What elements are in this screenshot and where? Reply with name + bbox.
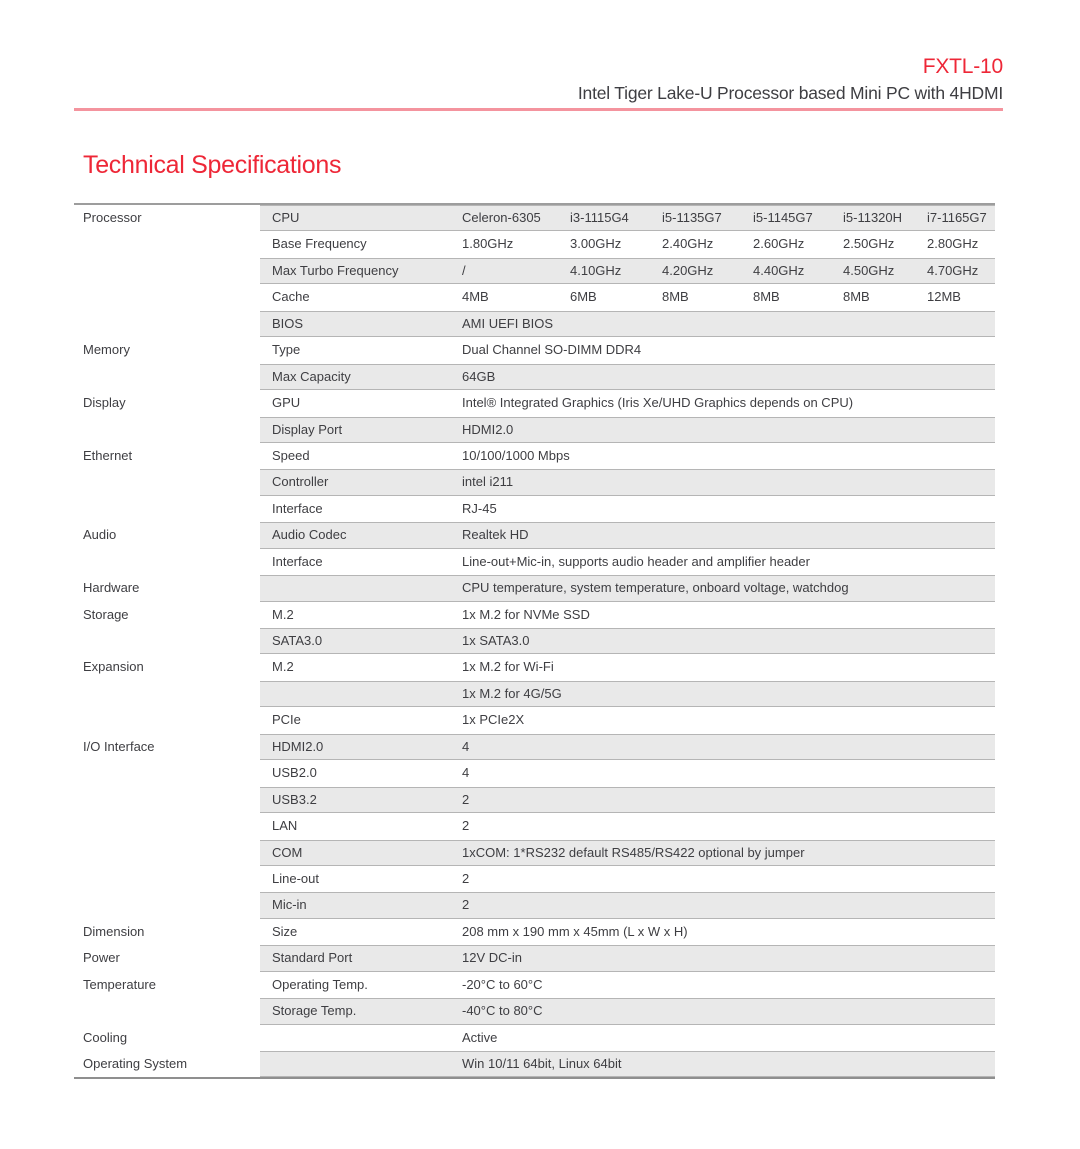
row-category [74,998,260,1024]
row-category [74,628,260,654]
row-category [74,364,260,390]
row-label: Max Turbo Frequency [272,262,399,278]
row-value: Dual Channel SO-DIMM DDR4 [462,342,642,358]
row-label: Mic-in [272,897,307,913]
row-values [260,311,995,337]
row-value: Celeron-6305 [462,210,541,225]
row-value: Win 10/11 64bit, Linux 64bit [462,1056,622,1071]
spec-table [74,203,995,1079]
table-row [74,417,995,443]
table-row [74,628,995,654]
table-row [74,522,995,548]
row-category [74,681,260,707]
row-label: Interface [272,500,323,516]
row-label: USB3.2 [272,791,317,807]
doc-header [74,54,1003,111]
row-category [74,787,260,813]
row-category [74,866,260,892]
row-category: Temperature [83,976,156,992]
row-values [260,654,995,680]
row-value: 4 [462,738,470,754]
row-label: Size [272,923,298,939]
row-value: 2.50GHz [843,236,895,252]
row-value: Active [462,1029,498,1045]
row-values [260,866,995,892]
row-value: i5-11320H [843,210,903,225]
table-row [74,998,995,1024]
table-row [74,205,995,231]
row-category: Power [83,950,120,966]
row-label: Controller [272,474,329,490]
row-label: Standard Port [272,950,353,966]
row-values [260,919,995,945]
row-value: 4.20GHz [662,262,714,278]
row-value: 8MB [843,289,870,305]
row-label: Interface [272,553,323,569]
row-values [260,549,995,575]
table-row [74,496,995,522]
table-row [74,311,995,337]
row-label: Line-out [272,870,319,886]
row-value: i5-1135G7 [662,210,722,225]
row-label: LAN [272,818,298,834]
row-label: COM [272,844,303,860]
row-category [74,469,260,495]
table-row [74,813,995,839]
row-value: 2.40GHz [662,236,714,252]
row-value: Line-out+Mic-in, supports audio header and amplifier header [462,553,810,569]
row-value: 64GB [462,368,496,384]
table-row [74,337,995,363]
row-value: 1.80GHz [462,236,514,252]
row-value: 3.00GHz [570,236,622,252]
row-label: Audio Codec [272,527,347,543]
row-category [74,892,260,918]
row-category [74,311,260,337]
row-values [260,284,995,310]
row-values [260,813,995,839]
row-value: 1x M.2 for 4G/5G [462,685,562,701]
row-category: I/O Interface [83,738,155,754]
row-label: Cache [272,289,310,305]
row-value: 4 [462,765,470,781]
row-category: Operating System [83,1056,188,1071]
table-row [74,945,995,971]
row-values [260,628,995,654]
row-values [260,1051,995,1077]
row-value: 4.40GHz [753,262,805,278]
row-label [260,1051,462,1077]
row-value: 8MB [662,289,689,305]
table-row [74,390,995,416]
row-value: 208 mm x 190 mm x 45mm (L x W x H) [462,923,688,939]
row-category [74,813,260,839]
table-row [74,231,995,257]
row-values [260,972,995,998]
table-row [74,284,995,310]
row-label: Display Port [272,421,343,437]
row-value: 4.70GHz [927,262,979,278]
row-values [260,231,995,257]
table-row [74,734,995,760]
row-value: / [462,262,466,278]
row-label [260,575,462,601]
product-name: FXTL-10 [922,55,1003,78]
row-label: Type [272,342,301,358]
row-values [260,496,995,522]
row-category: Hardware [83,580,140,596]
table-row [74,1051,995,1077]
row-category: Dimension [83,923,145,939]
table-row [74,681,995,707]
row-values [260,734,995,760]
row-value: 12MB [927,289,961,305]
row-value: 1x SATA3.0 [462,633,530,648]
section-title: Technical Specifications [83,151,342,179]
row-label: HDMI2.0 [272,738,324,754]
row-label: Speed [272,447,310,463]
row-value: 8MB [753,289,780,305]
table-row [74,919,995,945]
row-label [260,1025,462,1051]
row-label: Base Frequency [272,236,367,252]
table-row [74,1025,995,1051]
table-row [74,866,995,892]
row-label: GPU [272,395,301,411]
row-category [74,284,260,310]
row-values [260,469,995,495]
row-category: Ethernet [83,447,133,463]
table-row [74,364,995,390]
row-values [260,417,995,443]
row-values [260,1025,995,1051]
row-value: i3-1115G4 [570,210,629,225]
row-category: Expansion [83,659,144,675]
row-category [74,549,260,575]
row-value: 10/100/1000 Mbps [462,447,570,463]
row-values [260,707,995,733]
table-row [74,972,995,998]
row-value: 4.10GHz [570,262,622,278]
row-values [260,787,995,813]
row-category: Memory [83,342,130,358]
row-value: Realtek HD [462,527,529,543]
row-values [260,443,995,469]
row-label: CPU [272,210,300,225]
row-value: 4MB [462,289,489,305]
row-value: 1x PCIe2X [462,712,525,728]
table-row [74,549,995,575]
row-value: RJ-45 [462,500,497,516]
row-value: 2 [462,870,470,886]
row-value: 1xCOM: 1*RS232 default RS485/RS422 optional by jumper [462,844,805,860]
row-label: SATA3.0 [272,633,323,648]
row-category: Processor [83,210,142,225]
row-values [260,945,995,971]
row-values [260,575,995,601]
row-value: 6MB [570,289,597,305]
row-value: 2 [462,818,470,834]
row-category: Display [83,395,126,411]
row-label: M.2 [272,606,294,622]
row-value: i7-1165G7 [927,210,987,225]
row-category [74,840,260,866]
row-values [260,390,995,416]
row-values [260,681,995,707]
row-label: USB2.0 [272,765,317,781]
row-value: 1x M.2 for Wi-Fi [462,659,554,675]
row-category [74,760,260,786]
row-values [260,364,995,390]
row-values [260,337,995,363]
row-values [260,892,995,918]
row-category: Cooling [83,1029,128,1045]
row-label: BIOS [272,315,304,331]
row-value: 2.60GHz [753,236,805,252]
row-value: HDMI2.0 [462,421,514,437]
row-values [260,840,995,866]
product-subtitle: Intel Tiger Lake-U Processor based Mini PC with 4HDMI [577,83,1003,103]
row-label: Storage Temp. [272,1003,357,1019]
table-row [74,443,995,469]
table-row [74,602,995,628]
row-value: CPU temperature, system temperature, onboard voltage, watchdog [462,580,849,596]
table-row [74,654,995,680]
row-category [74,496,260,522]
row-value: 12V DC-in [462,950,522,966]
row-category: Storage [83,606,129,622]
row-values [260,205,995,231]
row-value: 2 [462,791,470,807]
row-values [260,258,995,284]
row-label: Max Capacity [272,368,351,384]
row-label: M.2 [272,659,294,675]
row-value: 4.50GHz [843,262,895,278]
row-label [260,681,462,707]
table-row [74,760,995,786]
row-category [74,258,260,284]
row-value: 1x M.2 for NVMe SSD [462,606,590,622]
table-row [74,840,995,866]
row-label: Operating Temp. [272,976,368,992]
row-value: 2 [462,897,470,913]
row-value: 2.80GHz [927,236,979,252]
row-values [260,522,995,548]
table-row [74,787,995,813]
row-category [74,417,260,443]
table-row [74,707,995,733]
row-value: AMI UEFI BIOS [462,315,554,331]
table-row [74,258,995,284]
row-values [260,760,995,786]
row-value: i5-1145G7 [753,210,813,225]
table-row [74,575,995,601]
row-category: Audio [83,527,117,543]
table-row [74,892,995,918]
row-label: PCIe [272,712,301,728]
row-value: -40°C to 80°C [462,1003,543,1019]
row-category [74,231,260,257]
table-row [74,469,995,495]
row-value: -20°C to 60°C [462,976,543,992]
row-category [74,707,260,733]
row-value: Intel® Integrated Graphics (Iris Xe/UHD Graphics depends on CPU) [462,395,854,411]
row-values [260,998,995,1024]
row-values [260,602,995,628]
row-value: intel i211 [462,474,514,490]
